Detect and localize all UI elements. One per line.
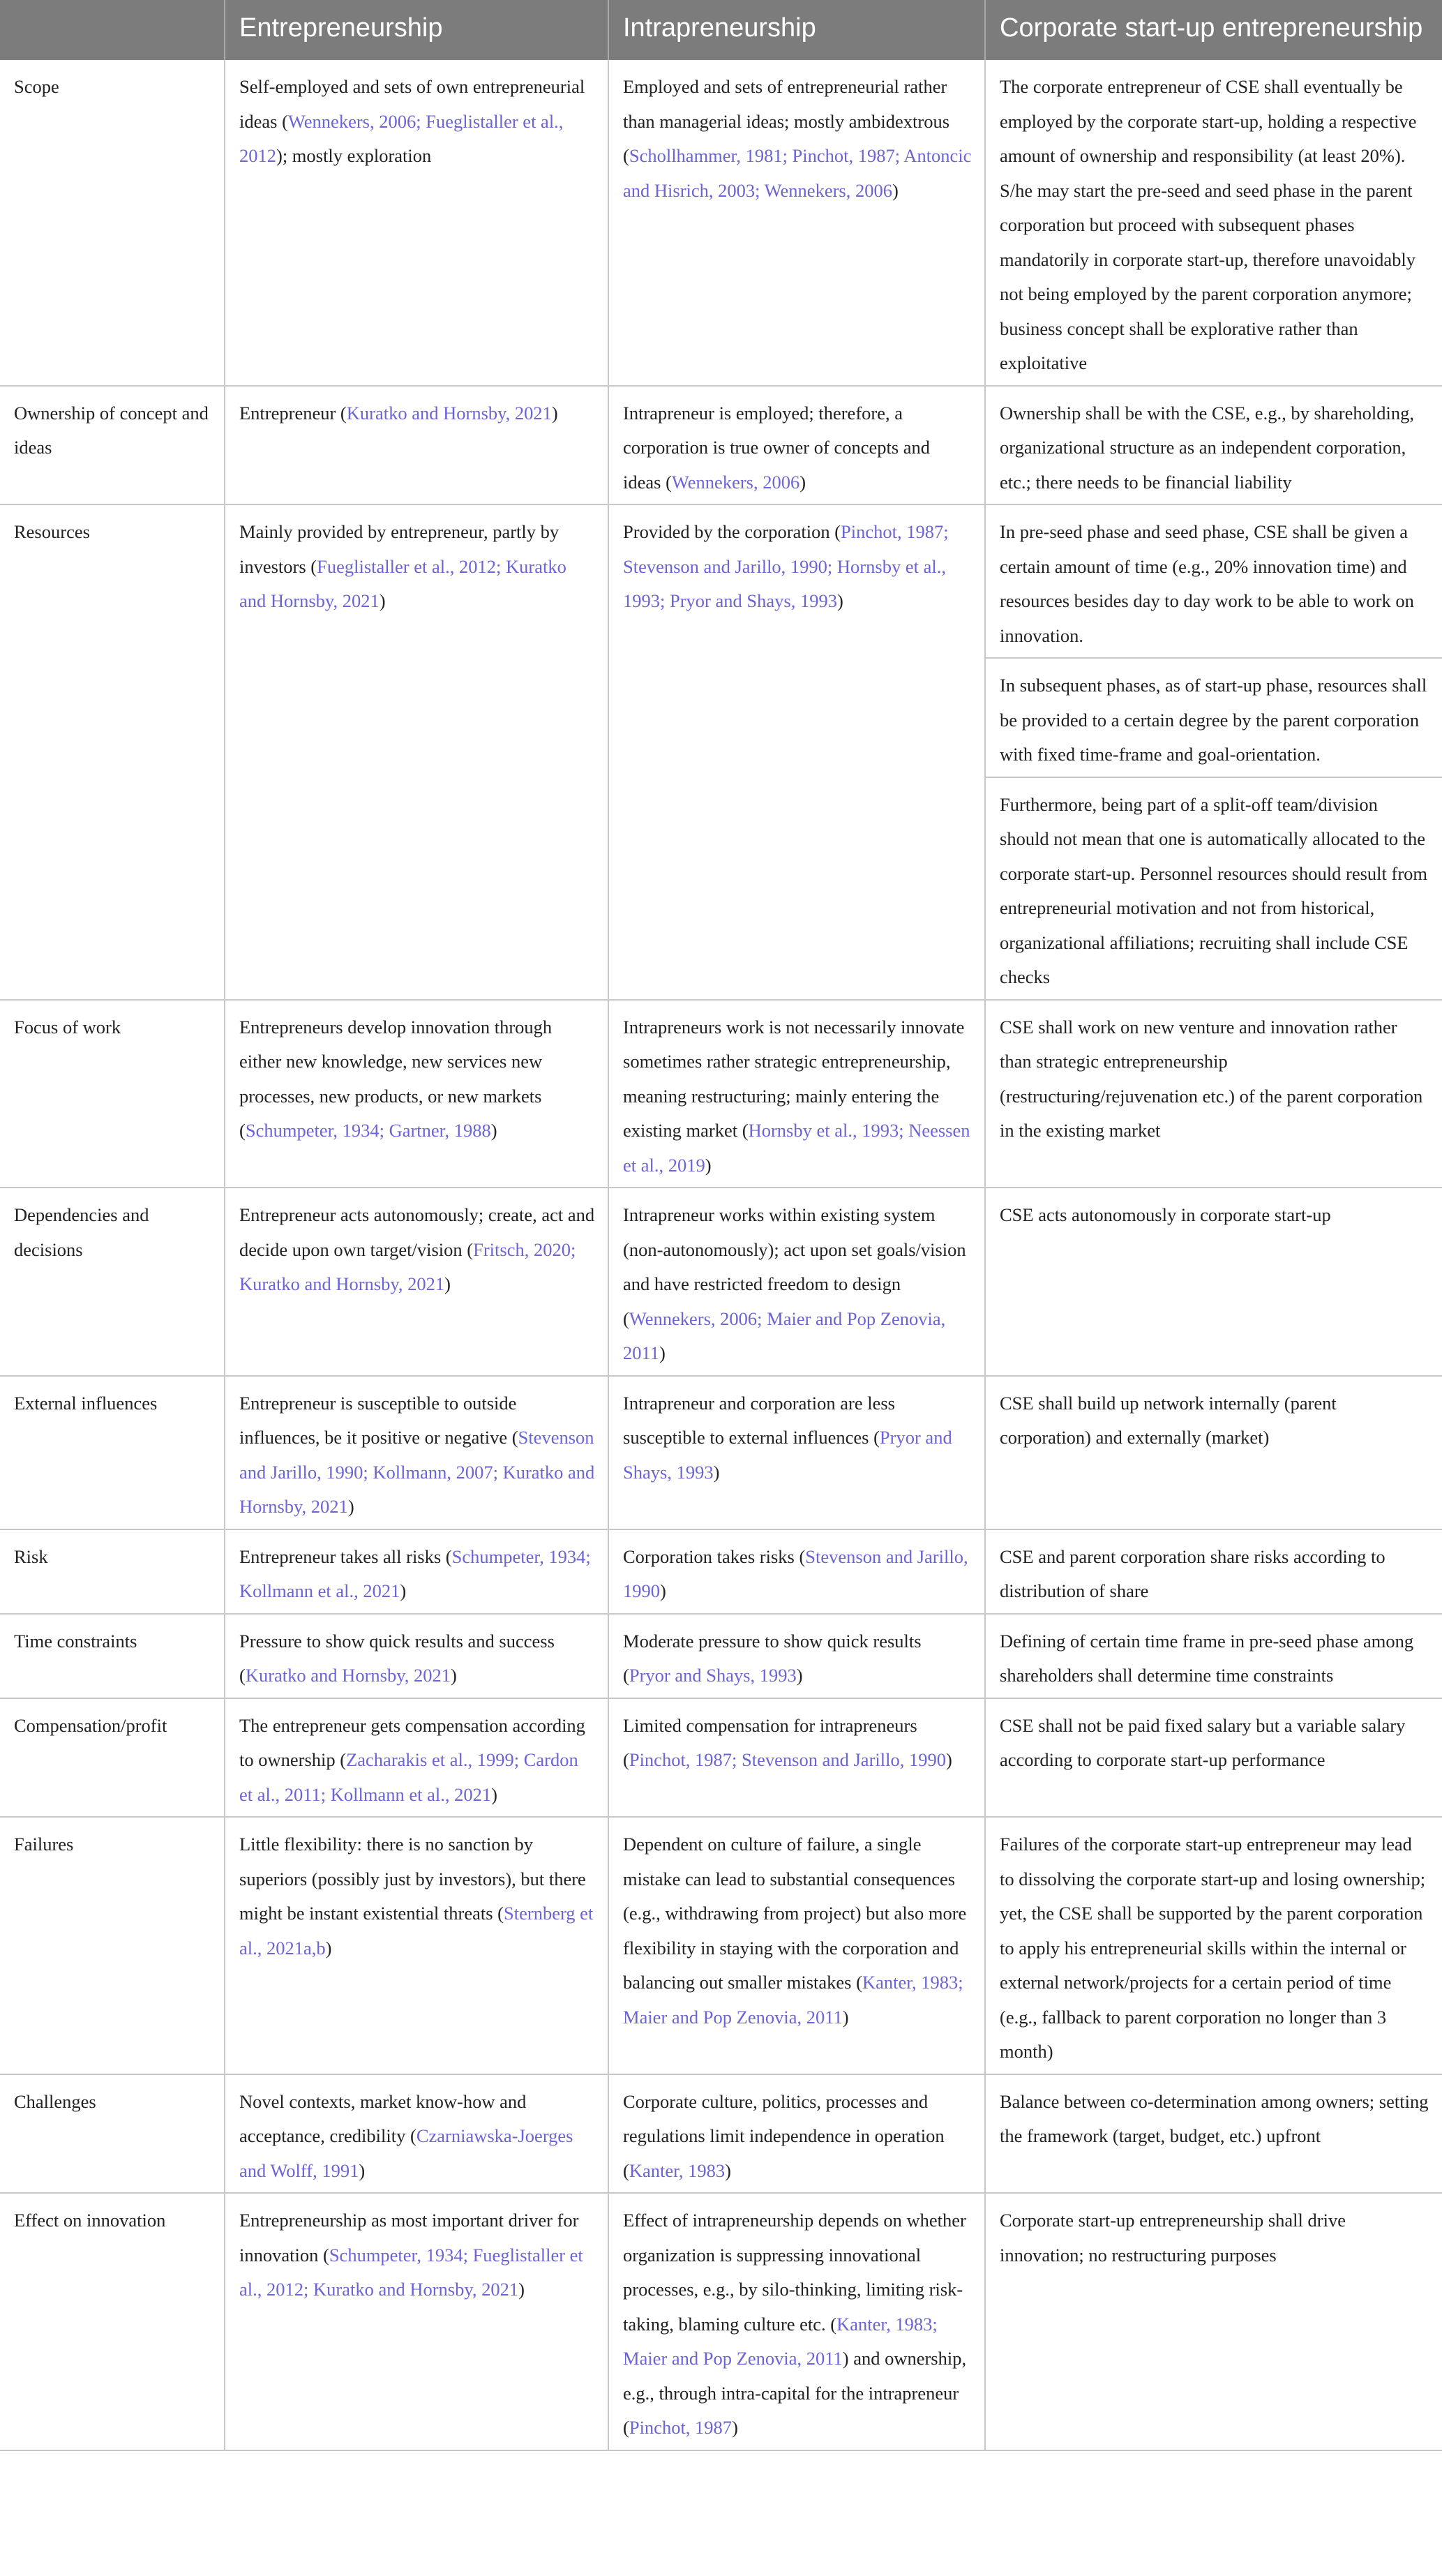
cell-text: The entrepreneur gets compensation according to ownership ( (239, 1714, 585, 1770)
cse-cell (985, 1817, 1442, 2074)
citation: Kanter, 1983; Maier and Pop Zenovia, 2011 (623, 1972, 963, 2028)
cell-text: Balance between co-determination among owners; setting the framework (target, budget, etc.) upfront (1000, 2090, 1429, 2146)
cell-text: Entrepreneur acts autonomously; create, act and decide upon own target/vision ( (239, 1204, 595, 1260)
intrapreneurship-cell (608, 1614, 985, 1698)
cell-text: ) (842, 2006, 849, 2028)
citation: Czarniawska-Joerges and Wolff, 1991 (239, 2125, 573, 2181)
cell-text: Entrepreneur takes all risks ( (239, 1545, 452, 1567)
cell-text: In pre-seed phase and seed phase, CSE shall be given a certain amount of time (e.g., 20% innovation time) and resources besides day to day work to be able to work on innovation. (1000, 521, 1414, 646)
cell-text: CSE shall not be paid fixed salary but a variable salary according to corporate start-up performance (1000, 1714, 1406, 1770)
row-label: External influences (0, 1376, 225, 1529)
cell-text: Entrepreneurship as most important driver for innovation ( (239, 2210, 579, 2266)
entrepreneurship-cell (225, 1188, 608, 1376)
table-row (0, 2193, 1442, 2450)
table-header (0, 0, 1442, 60)
cell-text: ) (713, 1461, 720, 1483)
entrepreneurship-cell (225, 60, 608, 386)
table-row (0, 2074, 1442, 2194)
cell-text: ) (347, 1496, 354, 1517)
header-entrepreneurship: Entrepreneurship (225, 0, 608, 60)
cse-cell (985, 1529, 1442, 1614)
citation: Stevenson and Jarillo, 1990 (623, 1545, 968, 1601)
citation: Schollhammer, 1981; Pinchot, 1987; Antoncic and Hisrich, 2003; Wennekers, 2006 (623, 145, 972, 201)
cell-text: ) (444, 1273, 451, 1294)
cse-cell (985, 1188, 1442, 1376)
cell-text: Entrepreneur is susceptible to outside influences, be it positive or negative ( (239, 1392, 518, 1448)
citation: Fritsch, 2020; Kuratko and Hornsby, 2021 (239, 1238, 576, 1294)
table-row (0, 1817, 1442, 2074)
table-row (0, 1529, 1442, 1614)
cse-cell (985, 1614, 1442, 1698)
row-label: Effect on innovation (0, 2193, 225, 2450)
intrapreneurship-cell (608, 504, 985, 1000)
cell-text: Employed and sets of entrepreneurial rather than managerial ideas; mostly ambidextrous ( (623, 76, 950, 166)
header-row (0, 0, 1442, 60)
cse-cell (985, 60, 1442, 386)
cell-text: Intrapreneur is employed; therefore, a corporation is true owner of concepts and ideas ( (623, 402, 931, 493)
cell-text: ) (518, 2279, 525, 2300)
cell-text: Intrapreneur works within existing system (non-autonomously); act upon set goals/vision and have restricted freedom to design ( (623, 1204, 966, 1329)
cell-text: ) (659, 1342, 666, 1363)
citation: Wennekers, 2006; Maier and Pop Zenovia, 2011 (623, 1308, 946, 1363)
table-row (0, 1188, 1442, 1376)
cse-cell (985, 386, 1442, 505)
cell-text: Moderate pressure to show quick results ( (623, 1630, 922, 1686)
citation: Schumpeter, 1934; Fueglistaller et al., 2012; Kuratko and Hornsby, 2021 (239, 2244, 583, 2300)
intrapreneurship-cell (608, 2074, 985, 2194)
cell-text: Mainly provided by entrepreneur, partly by investors ( (239, 521, 559, 577)
header-corporate-start-up-entrepreneurship: Corporate start-up entrepreneurship (985, 0, 1442, 60)
cell-text: Provided by the corporation ( (623, 521, 841, 542)
cse-cell (985, 1698, 1442, 1818)
row-label: Failures (0, 1817, 225, 2074)
cell-text: CSE shall work on new venture and innovation rather than strategic entrepreneurship (restructuring/rejuvenation etc.) of the parent corporation in the existing market (1000, 1016, 1423, 1141)
citation: Pinchot, 1987 (629, 2417, 733, 2438)
cell-text: Novel contexts, market know-how and acceptance, credibility ( (239, 2090, 527, 2146)
entrepreneurship-cell (225, 1529, 608, 1614)
cell-text: The corporate entrepreneur of CSE shall eventually be employed by the corporate start-up, holding a respective amount of ownership and responsibility (at least 20%). S/he may start the pre-seed and seed phase in the parent corporation but proceed with subsequent phases mandatorily in corporate start-up, therefore unavoidably not being employed by the parent corporation anymore; business concept shall be explorative rather than exploitative (1000, 76, 1417, 373)
cell-text: Corporation takes risks ( (623, 1545, 806, 1567)
citation: Fueglistaller et al., 2012; Kuratko and Hornsby, 2021 (239, 555, 566, 611)
cse-cell (985, 2074, 1442, 2194)
cell-text: Dependent on culture of failure, a single mistake can lead to substantial consequences (e.g., withdrawing from project) but also more flexibility in staying with the corporation and balancing out smaller mistakes ( (623, 1834, 967, 1993)
intrapreneurship-cell (608, 60, 985, 386)
row-label: Challenges (0, 2074, 225, 2194)
entrepreneurship-cell (225, 2193, 608, 2450)
citation: Sternberg et al., 2021a,b (239, 1903, 594, 1959)
row-label: Scope (0, 60, 225, 386)
cell-text: ) (660, 1580, 666, 1601)
cell-text: Corporate start-up entrepreneurship shall drive innovation; no restructuring purposes (1000, 2210, 1346, 2266)
cell-text: ) (836, 590, 843, 611)
row-label: Focus of work (0, 1000, 225, 1188)
cell-text: ) (945, 1749, 952, 1770)
table-row (0, 1698, 1442, 1818)
table-body (0, 60, 1442, 2450)
cell-text: ) and ownership, e.g., through intra-capital for the intrapreneur ( (623, 2348, 967, 2438)
entrepreneurship-cell (225, 1817, 608, 2074)
cell-text: ) (799, 471, 806, 493)
intrapreneurship-cell (608, 1000, 985, 1188)
entrepreneurship-cell (225, 1698, 608, 1818)
row-label: Resources (0, 504, 225, 1000)
citation: Stevenson and Jarillo, 1990; Kollmann, 2007; Kuratko and Hornsby, 2021 (239, 1427, 595, 1517)
cse-paragraph (986, 659, 1442, 778)
cse-paragraph (986, 505, 1442, 659)
intrapreneurship-cell (608, 1188, 985, 1376)
table-row (0, 386, 1442, 505)
entrepreneurship-cell (225, 386, 608, 505)
row-label: Dependencies and decisions (0, 1188, 225, 1376)
header-row-label (0, 0, 225, 60)
table-row (0, 1614, 1442, 1698)
cell-text: Intrapreneurs work is not necessarily innovate sometimes rather strategic entrepreneurship, meaning restructuring; mainly entering the existing market ( (623, 1016, 965, 1141)
intrapreneurship-cell (608, 1698, 985, 1818)
cell-text: Failures of the corporate start-up entrepreneur may lead to dissolving the corporate start-up and losing ownership; yet, the CSE shall be supported by the parent corporation to apply his entrepreneurial skills within the internal or external network/projects for a certain period of time (e.g., fallback to parent corporation no longer than 3 month) (1000, 1834, 1426, 2062)
citation: Wennekers, 2006 (671, 471, 800, 493)
cell-text: Effect of intrapreneurship depends on whether organization is suppressing innovational processes, e.g., by silo-thinking, limiting risk-taking, blaming culture etc. ( (623, 2210, 966, 2335)
citation: Kuratko and Hornsby, 2021 (245, 1665, 451, 1686)
row-label: Ownership of concept and ideas (0, 386, 225, 505)
cell-text: ) (491, 1783, 497, 1805)
entrepreneurship-cell (225, 1614, 608, 1698)
cell-text: Little flexibility: there is no sanction by superiors (possibly just by investors), but there might be instant existential threats ( (239, 1834, 586, 1924)
citation: Hornsby et al., 1993; Neessen et al., 2019 (623, 1120, 970, 1176)
cell-text: ) (325, 1937, 332, 1959)
citation: Pinchot, 1987; Stevenson and Jarillo, 1990 (629, 1749, 946, 1770)
citation: Schumpeter, 1934; Kollmann et al., 2021 (239, 1545, 591, 1601)
cell-text: ) (705, 1154, 712, 1176)
cse-cell (985, 504, 1442, 1000)
cell-text: In subsequent phases, as of start-up phase, resources shall be provided to a certain degree by the parent corporation with fixed time-frame and goal-orientation. (1000, 675, 1427, 765)
cse-paragraph (986, 778, 1442, 999)
cell-text: ) (725, 2159, 731, 2181)
cell-text: CSE acts autonomously in corporate start-up (1000, 1204, 1331, 1225)
entrepreneurship-cell (225, 504, 608, 1000)
table-row (0, 1000, 1442, 1188)
cse-cell (985, 1376, 1442, 1529)
entrepreneurship-cell (225, 2074, 608, 2194)
header-intrapreneurship: Intrapreneurship (608, 0, 985, 60)
cell-text: ) (450, 1665, 457, 1686)
cell-text: Self-employed and sets of own entrepreneurial ideas ( (239, 76, 585, 132)
citation: Kanter, 1983 (629, 2159, 726, 2181)
entrepreneurship-cell (225, 1376, 608, 1529)
cell-text: Pressure to show quick results and success ( (239, 1630, 555, 1686)
cell-text: Entrepreneurs develop innovation through either new knowledge, new services new processes, new products, or new markets ( (239, 1016, 553, 1141)
citation: Kanter, 1983; Maier and Pop Zenovia, 2011 (623, 2313, 938, 2369)
intrapreneurship-cell (608, 1376, 985, 1529)
cell-text: ) (892, 179, 899, 201)
cell-text: ) (551, 402, 558, 424)
row-label: Risk (0, 1529, 225, 1614)
cell-text: Intrapreneur and corporation are less susceptible to external influences ( (623, 1392, 895, 1448)
entrepreneurship-cell (225, 1000, 608, 1188)
cell-text: CSE and parent corporation share risks according to distribution of share (1000, 1545, 1385, 1601)
cse-cell (985, 2193, 1442, 2450)
cell-text: Ownership shall be with the CSE, e.g., by shareholding, organizational structure as an independent corporation, etc.; there needs to be financial liability (1000, 402, 1414, 493)
cell-text: CSE shall build up network internally (parent corporation) and externally (market) (1000, 1392, 1337, 1448)
citation: Kuratko and Hornsby, 2021 (346, 402, 552, 424)
cell-text: Limited compensation for intrapreneurs ( (623, 1714, 917, 1770)
cell-text: ) (379, 590, 386, 611)
table-row (0, 1376, 1442, 1529)
intrapreneurship-cell (608, 386, 985, 505)
citation: Schumpeter, 1934; Gartner, 1988 (245, 1120, 491, 1141)
cell-text: Corporate culture, politics, processes and regulations limit independence in operation ( (623, 2090, 945, 2181)
cell-text: Defining of certain time frame in pre-seed phase among shareholders shall determine time constraints (1000, 1630, 1414, 1686)
citation: Wennekers, 2006; Fueglistaller et al., 2012 (239, 110, 564, 166)
table-row (0, 60, 1442, 386)
cell-text: Furthermore, being part of a split-off team/division should not mean that one is automatically allocated to the corporate start-up. Personnel resources should result from entrepreneurial motivation and not from historical, organizational affiliations; recruiting shall include CSE checks (1000, 793, 1428, 987)
cell-text: Entrepreneur ( (239, 402, 347, 424)
cell-text: ) (490, 1120, 497, 1141)
cell-text: ) (400, 1580, 407, 1601)
citation: Pryor and Shays, 1993 (629, 1665, 797, 1686)
cse-cell (985, 1000, 1442, 1188)
citation: Pryor and Shays, 1993 (623, 1427, 952, 1483)
row-label: Time constraints (0, 1614, 225, 1698)
intrapreneurship-cell (608, 1817, 985, 2074)
citation: Pinchot, 1987; Stevenson and Jarillo, 1990; Hornsby et al., 1993; Pryor and Shays, 1993 (623, 521, 949, 611)
cell-text: ); mostly exploration (276, 145, 432, 166)
intrapreneurship-cell (608, 2193, 985, 2450)
cell-text: ) (732, 2417, 738, 2438)
citation: Zacharakis et al., 1999; Cardon et al., 2011; Kollmann et al., 2021 (239, 1749, 578, 1805)
intrapreneurship-cell (608, 1529, 985, 1614)
cell-text: ) (796, 1665, 803, 1686)
row-label: Compensation/profit (0, 1698, 225, 1818)
table-row (0, 504, 1442, 1000)
cell-text: ) (359, 2159, 366, 2181)
